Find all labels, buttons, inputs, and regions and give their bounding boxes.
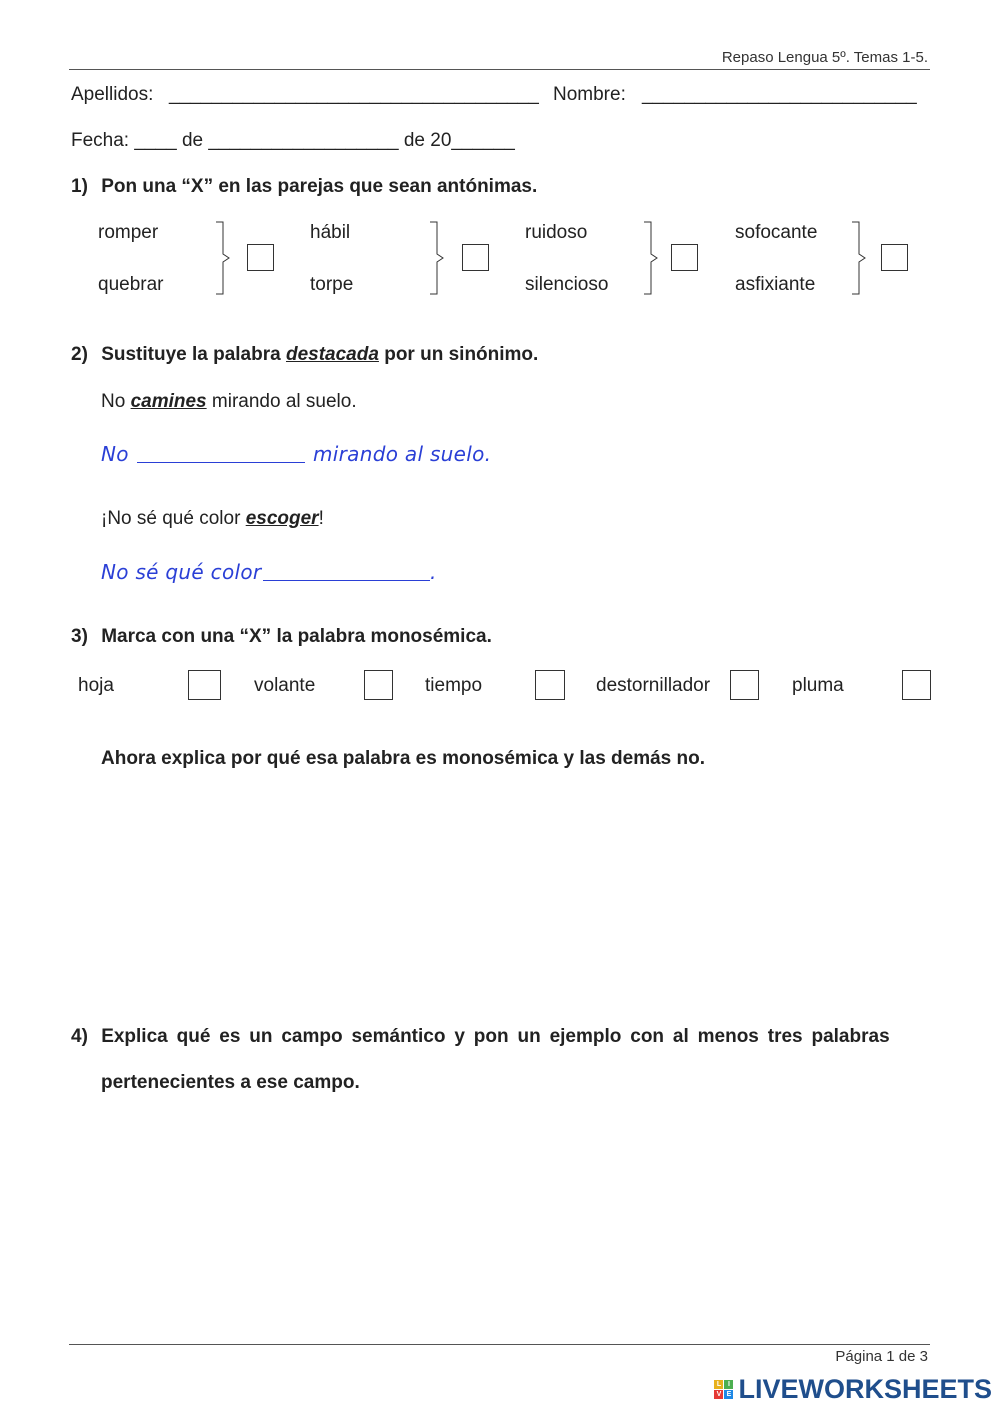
fecha-year-field[interactable]: ______: [451, 130, 515, 151]
q2-title-pre: Sustituye la palabra: [101, 344, 286, 365]
logo-letter-e: E: [724, 1390, 733, 1399]
q2-title-keyword: destacada: [285, 344, 379, 365]
pair-top-word: sofocante: [735, 222, 818, 243]
logo-mark-icon: [714, 1380, 733, 1399]
s1-pre: No: [101, 391, 131, 412]
pair-bottom-word: asfixiante: [735, 274, 816, 295]
s1-keyword: camines: [130, 391, 207, 412]
q3-explain-answer-area[interactable]: [101, 780, 927, 1000]
pair-top-word: ruidoso: [525, 222, 588, 243]
q2-answer-1-pre: No: [101, 442, 129, 466]
fecha-line: [71, 130, 515, 152]
q1-checkbox-3[interactable]: [671, 244, 698, 271]
pair-bottom-word: torpe: [310, 274, 354, 295]
brace-icon: [642, 220, 660, 296]
q1-number: 1): [71, 176, 88, 197]
q3-word-3: tiempo: [425, 675, 483, 696]
q3-explain-prompt: Ahora explica por qué esa palabra es monosémica y las demás no.: [101, 748, 706, 769]
fecha-month-field[interactable]: __________________: [208, 130, 399, 151]
q1-title: Pon una “X” en las parejas que sean antónimas.: [101, 176, 538, 197]
s2-keyword: escoger: [245, 508, 319, 529]
pair-top-word: hábil: [310, 222, 351, 243]
q2-answer-2-input[interactable]: [263, 579, 430, 581]
q3-checkbox-3[interactable]: [535, 670, 565, 700]
q3-heading: [71, 626, 492, 648]
q3-word-4: destornillador: [596, 675, 711, 696]
q3-checkbox-1[interactable]: [188, 670, 221, 700]
q3-checkbox-2[interactable]: [364, 670, 393, 700]
brace-icon: [214, 220, 232, 296]
footer-rule: [69, 1344, 930, 1345]
fecha-day-field[interactable]: ____: [134, 130, 177, 151]
page-number: Página 1 de 3: [835, 1348, 928, 1365]
q4-line-2: pertenecientes a ese campo.: [101, 1072, 360, 1093]
q3-number: 3): [71, 626, 88, 647]
apellidos-label: Apellidos:: [71, 84, 154, 105]
q3-checkbox-4[interactable]: [730, 670, 759, 700]
fecha-label: Fecha:: [71, 130, 130, 151]
q2-answer-1-post: mirando al suelo.: [313, 442, 492, 466]
pair-top-word: romper: [98, 222, 159, 243]
q4-heading: [71, 1026, 927, 1048]
q3-checkbox-5[interactable]: [902, 670, 931, 700]
q1-checkbox-1[interactable]: [247, 244, 274, 271]
document-title: Repaso Lengua 5º. Temas 1-5.: [721, 49, 928, 66]
q2-answer-1-input[interactable]: [137, 461, 305, 463]
q2-title-post: por un sinónimo.: [378, 344, 539, 365]
nombre-field[interactable]: __________________________: [642, 84, 917, 105]
logo-letter-v: V: [714, 1390, 723, 1399]
fecha-de-2: de 20: [403, 130, 452, 151]
fecha-de-1: de: [181, 130, 204, 151]
q4-answer-area[interactable]: [101, 1105, 927, 1325]
liveworksheets-logo: [714, 1374, 992, 1405]
q3-word-5: pluma: [792, 675, 844, 696]
q2-answer-2-post: .: [430, 560, 437, 584]
s1-post: mirando al suelo.: [206, 391, 357, 412]
q2-sentence-1: [101, 391, 357, 413]
q1-checkbox-4[interactable]: [881, 244, 908, 271]
logo-letter-i: I: [724, 1380, 733, 1389]
brace-icon: [428, 220, 446, 296]
q1-checkbox-2[interactable]: [462, 244, 489, 271]
pair-bottom-word: silencioso: [525, 274, 609, 295]
logo-letter-l: L: [714, 1380, 723, 1389]
q4-line-1: Explica qué es un campo semántico y pon un ejemplo con al menos tres palabras: [101, 1026, 890, 1047]
apellidos-field[interactable]: ___________________________________: [169, 84, 539, 105]
q4-number: 4): [71, 1026, 88, 1047]
q2-number: 2): [71, 344, 88, 365]
s2-post: !: [318, 508, 324, 529]
brace-icon: [850, 220, 868, 296]
logo-brand-text: LIVEWORKSHEETS: [738, 1374, 992, 1404]
q2-answer-2-pre: No sé qué color: [101, 560, 262, 584]
q2-heading: [71, 344, 538, 366]
q3-word-2: volante: [254, 675, 316, 696]
q3-word-1: hoja: [78, 675, 114, 696]
q1-heading: [71, 176, 537, 198]
nombre-label: Nombre:: [553, 84, 626, 105]
pair-bottom-word: quebrar: [98, 274, 164, 295]
header-rule: [69, 69, 930, 70]
q3-title: Marca con una “X” la palabra monosémica.: [101, 626, 492, 647]
s2-pre: ¡No sé qué color: [101, 508, 246, 529]
q2-sentence-2: [101, 508, 324, 530]
